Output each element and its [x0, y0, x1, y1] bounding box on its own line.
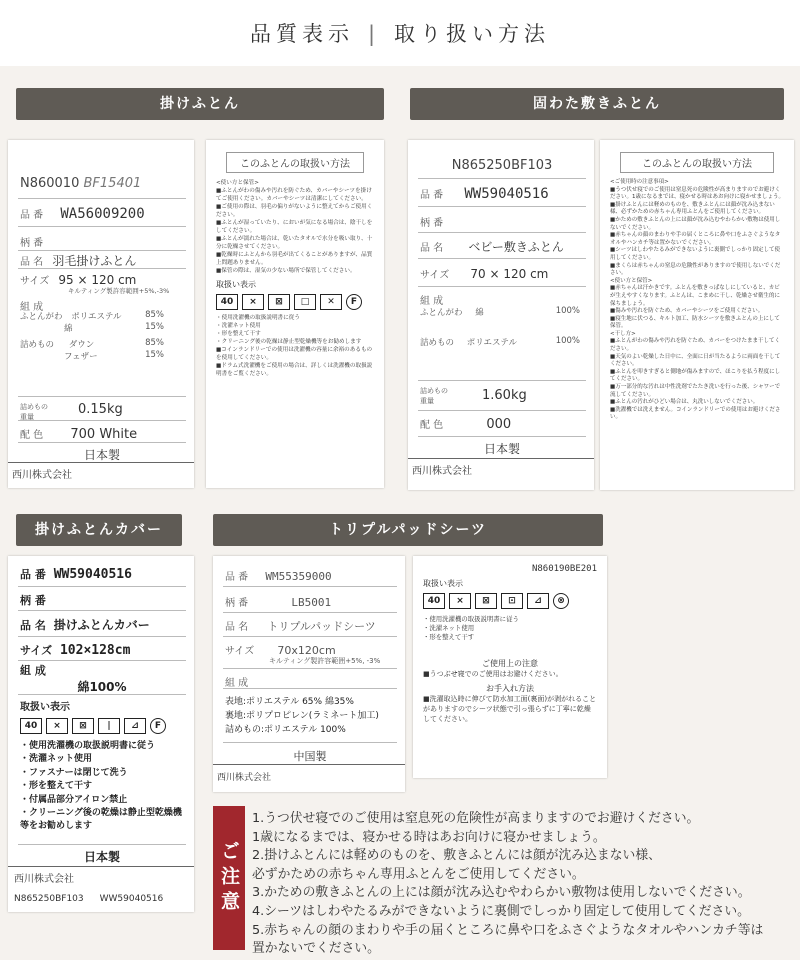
kake-size-note: キルティング製許容範囲+5%,-3%	[68, 287, 170, 295]
sheet-name-key: 品 名	[225, 622, 249, 633]
section-shiki: 固わた敷きふとん	[410, 88, 784, 120]
shiki-gara-key: 柄 番	[420, 218, 444, 229]
cover-comp: 綿100%	[77, 680, 127, 694]
sheet-hinban: WM55359000	[265, 570, 332, 583]
kake-care-text2: ・使用洗濯機の取扱説明書に従う ・洗濯ネット使用 ・形を整えて干す ・クリーニング後の乾燥は静止型乾燥機等をお勧めします ■コインランドリーでの使用は洗濯機の容量に余裕のあるものを使用してください。 ■ドラム式洗濯機をご使用の場合は、詳しくは洗濯機の取扱説明書をご覧ください。	[216, 315, 373, 377]
section-cover: 掛けふとんカバー	[16, 514, 182, 546]
kake-gawa2p: 15%	[145, 322, 164, 332]
section-kake: 掛けふとん	[16, 88, 384, 120]
kake-tsume1: ダウン	[68, 340, 95, 350]
sheet-hinban-key: 品 番	[225, 572, 249, 583]
no-iron-icon: ✕	[320, 294, 342, 310]
sheet-comp2: 裏地:ポリプロピレン(ラミネート加工)	[225, 711, 379, 721]
cover-foot2: WW59040516	[99, 894, 164, 904]
header-quality: 品質表示	[249, 22, 354, 46]
sheet-gara-key: 柄 番	[225, 598, 249, 609]
cover-size-key: サイズ	[20, 644, 53, 657]
shiki-color: 000	[486, 417, 512, 432]
caution-badge	[213, 806, 245, 950]
shiki-care-text: <ご使用時の注意事項> ■うつ伏せ寝でのご使用は窒息死の危険性が高まりますのでお避けください。1歳になるまでは、寝かせる時はあお向けに寝かせましょう。 ■掛けふとんには軽めのものを、敷きふとんには顔が沈み込まない様、必ずかための赤ちゃん専用ふとんをご使用してください。 ■かための敷きふとんの上には顔が沈み込むやわらかい敷物は使用しないでください。 ■赤ちゃんの顔のまわりや手の届くところに鼻や口をふさぐようなタオルやハンカチ等は置かないでください。 ■シーツはしわやたるみができないように裏側でしっかり固定して使用してください。 ■まくらは赤ちゃんの窒息の危険性がありますので使用しないでください。 <使い方と保管> ■赤ちゃんは汗かきです。ふとんを敷きっぱなしにしていると、カビが生えやすくなります。ふとんは、こまめに干し、乾燥させ衛生的に保ちましょう。 ■傷みや汚れを防ぐため、カバーやシーツをご使用ください。 ■寝生地に伏つる、キルト加工、防水シーツを敷きふとんの上にして保管。 <干し方> ■ふとんがわの傷みや汚れを防ぐため、カバーをつけたまま干してください。 ■天気のよい乾燥した日中に、全面に日が当たるように両面を干してください。 ■ふとんを叩きすぎると側地が傷みますので、ほこりを払う程度にしてください。 ■万一部分的な汚れは中性洗剤でたたき洗いを行った後、シャワーで流してください。 ■ふとんの汚れがひどい場合は、丸洗いしないでください。 ■洗濯機では洗えません。コインランドリーでの使用はお避けください。	[610, 179, 785, 421]
sheet-handling-1: ■洗濯取込時に伸びて防水加工面(裏面)が剥がれることがありますのでシーツ状態で引っ張らずに丁寧に乾燥してください。	[423, 695, 597, 723]
shiki-tsumep: 100%	[555, 336, 580, 346]
shiki-code: N865250BF103	[451, 158, 553, 173]
cover-care-notes: ・使用洗濯機の取扱説明書に従う ・洗濯ネット使用 ・ファスナーは閉じて洗う ・形を整えて干す ・付属品部分アイロン禁止 ・クリーニング後の乾燥は静止型乾燥機等をお勧めします	[20, 741, 182, 832]
iron-low-icon: ⊿	[527, 593, 549, 609]
kake-care-icons-title: 取扱い表示	[216, 280, 256, 289]
dry-clean-f-icon: F	[346, 294, 362, 310]
caution-item: 5.赤ちゃんの顔のまわりや手の届くところに鼻や口をふさぐようなタオルやハンカチ等は 置かないでください。	[252, 922, 764, 957]
kake-name-key: 品 名	[20, 257, 44, 268]
no-dry-clean-icon: ⊗	[553, 593, 569, 609]
shiki-size-key: サイズ	[420, 270, 450, 281]
page-header	[0, 0, 800, 66]
header-separator: |	[367, 22, 381, 46]
cover-care-key: 取扱い表示	[20, 702, 70, 713]
kake-gara-key: 柄 番	[20, 238, 44, 249]
kake-origin: 日本製	[83, 448, 120, 462]
kake-size: 95 × 120 cm	[58, 273, 137, 287]
kake-gawa2: 綿	[64, 324, 73, 334]
shiki-color-key: 配 色	[420, 420, 444, 431]
sheet-care-icons	[423, 593, 597, 609]
no-tumble-dry-icon: ⊠	[268, 294, 290, 310]
no-bleach-icon: ×	[242, 294, 264, 310]
caution-item: 3.かための敷きふとんの上には顔が沈み込むやわらかい敷物は使用しないでください。	[252, 885, 751, 901]
sheet-care-code: N860190BE201	[531, 564, 597, 574]
sheet-size-note: キルティング製許容範囲+5%, -3%	[269, 657, 381, 665]
wash-40-icon: 40	[423, 593, 445, 609]
kake-tsume2: フェザー	[64, 352, 98, 362]
shiki-hinban-key: 品 番	[420, 190, 444, 201]
sheet-comp3: 詰めもの:ポリエステル 100%	[225, 725, 346, 735]
sheet-quality-label	[213, 556, 405, 792]
shiki-hinban: WW59040516	[464, 186, 549, 202]
wash-40-icon: 40	[20, 718, 42, 734]
shiki-quality-label	[408, 140, 594, 490]
iron-low-icon: ⊿	[124, 718, 146, 734]
kake-care-label	[206, 140, 384, 488]
kake-gawa-key: ふとんがわ	[20, 312, 63, 322]
sheet-attention-1: ■うつぶせ寝でのご使用はお避けください。	[423, 670, 563, 678]
caution-item: 1.うつ伏せ寝でのご使用は窒息死の危険性が高まりますのでお避けください。 1歳になるまでは、寝かせる時はあお向けに寝かせましょう。	[252, 811, 700, 845]
kake-care-icons	[216, 294, 374, 310]
kake-gawa1: ポリエステル	[71, 312, 122, 322]
kake-weight-key: 詰めもの重量	[20, 403, 48, 421]
no-tumble-dry-icon: ⊠	[72, 718, 94, 734]
cover-name: 掛けふとんカバー	[53, 618, 150, 632]
sheet-size-key: サイズ	[225, 646, 255, 657]
kake-tsume2p: 15%	[145, 350, 164, 360]
cover-hinban-key: 品 番	[20, 568, 46, 581]
kake-tsume1p: 85%	[145, 338, 164, 348]
kake-maker: 西川株式会社	[12, 470, 72, 481]
section-sheet: トリプルパッドシーツ	[213, 514, 603, 546]
sheet-comp-key: 組 成	[225, 678, 249, 689]
no-bleach-icon: ×	[449, 593, 471, 609]
no-bleach-icon: ×	[46, 718, 68, 734]
sheet-size: 70x120cm	[277, 644, 336, 657]
kake-hinban-key: 品 番	[20, 210, 44, 221]
wash-40-icon: 40	[216, 294, 238, 310]
sheet-gara: LB5001	[291, 596, 332, 609]
kake-weight: 0.15kg	[78, 402, 123, 417]
kake-comp-key: 組 成	[20, 302, 44, 313]
shiki-name: ベビー敷きふとん	[468, 240, 564, 254]
cover-care-icons	[20, 718, 166, 734]
sheet-maker: 西川株式会社	[217, 773, 272, 783]
kake-care-text1: <使い方と保管> ■ふとんがわの傷みや汚れを防ぐため、カバーやシーツを掛けてご使用ください。カバーやシーツは清潔にしてください。 ■ご使用の際は、羽毛の偏りがないように整えてからご使用ください。 ■ふとんが湿っていたり、においが気になる場合は、陰干しをしてください。 ■ふとんが濡れた場合は、乾いたタオルで水分を吸い取り、十分に乾燥させてください。 ■乾燥時にふとんから羽毛が出てくることがありますが、品質上問題ありません。 ■保管の際は、湿気の少ない場所で保管してください。	[216, 180, 373, 274]
kake-quality-label	[8, 140, 194, 488]
cover-name-key: 品 名	[20, 619, 46, 632]
caution-item: 4.シーツはしわやたるみができないように裏側でしっかり固定して使用してください。	[252, 903, 750, 919]
cover-comp-key: 組 成	[20, 664, 46, 677]
line-dry-icon: □	[294, 294, 316, 310]
caution-label: ご注意	[218, 840, 240, 916]
kake-color: 700 White	[70, 427, 138, 442]
sheet-origin: 中国製	[293, 750, 327, 763]
cover-size: 102×128cm	[59, 643, 131, 658]
kake-name: 羽毛掛けふとん	[52, 254, 137, 268]
kake-color-key: 配 色	[20, 430, 44, 441]
cover-hinban: WW59040516	[53, 567, 132, 582]
shiki-weight: 1.60kg	[482, 388, 527, 403]
kake-hinban: WA56009200	[60, 206, 145, 222]
shiki-maker: 西川株式会社	[412, 466, 472, 477]
kake-gawa1p: 85%	[145, 310, 164, 320]
cover-foot1: N865250BF103	[14, 894, 84, 904]
cover-maker: 西川株式会社	[14, 874, 74, 885]
kake-code2: BF15401	[83, 176, 142, 191]
cover-origin: 日本製	[83, 850, 120, 864]
shiki-tsume: ポリエステル	[466, 338, 517, 348]
header-handling: 取り扱い方法	[394, 22, 551, 46]
kake-size-key: サイズ	[20, 276, 50, 287]
line-dry-icon: |	[98, 718, 120, 734]
sheet-care-icons-title: 取扱い表示	[423, 579, 463, 588]
sheet-handling-title: お手入れ方法	[486, 684, 534, 693]
shiki-gawa-key: ふとんがわ	[420, 308, 463, 318]
kake-code: N860010	[20, 176, 80, 191]
shiki-gawa: 綿	[475, 308, 484, 318]
sheet-name: トリプルパッドシーツ	[267, 620, 376, 633]
shiki-tsume-key: 詰めもの	[420, 338, 455, 348]
caution-item: 2.掛けふとんには軽めのものを、敷きふとんには顔が沈み込まない様、 必ずかための赤ちゃん専用ふとんをご使用してください。	[252, 848, 661, 882]
shiki-weight-key: 詰めもの重量	[420, 387, 448, 405]
sheet-attention-title: ご使用上の注意	[482, 659, 538, 668]
shiki-care-label	[600, 140, 794, 490]
shiki-comp-key: 組 成	[420, 296, 444, 307]
kake-care-title: このふとんの取扱い方法	[226, 152, 364, 173]
shiki-name-key: 品 名	[420, 243, 444, 254]
shiki-care-title: このふとんの取扱い方法	[620, 152, 774, 173]
dry-clean-f-icon: F	[150, 718, 166, 734]
shiki-gawap: 100%	[555, 306, 580, 316]
shiki-size: 70 × 120 cm	[470, 267, 549, 281]
sheet-care-notes: ・使用洗濯機の取扱説明書に従う ・洗濯ネット使用 ・形を整えて干す	[423, 615, 519, 641]
kake-tsume-key: 詰めもの	[20, 340, 55, 350]
flat-dry-icon: ⊡	[501, 593, 523, 609]
sheet-comp1: 表地:ポリエステル 65% 綿35%	[225, 697, 354, 707]
cover-quality-label	[8, 556, 194, 912]
shiki-origin: 日本製	[483, 442, 520, 456]
no-tumble-dry-icon: ⊠	[475, 593, 497, 609]
sheet-care-label	[413, 556, 607, 778]
caution-list	[252, 810, 792, 959]
cover-gara-key: 柄 番	[20, 594, 46, 607]
